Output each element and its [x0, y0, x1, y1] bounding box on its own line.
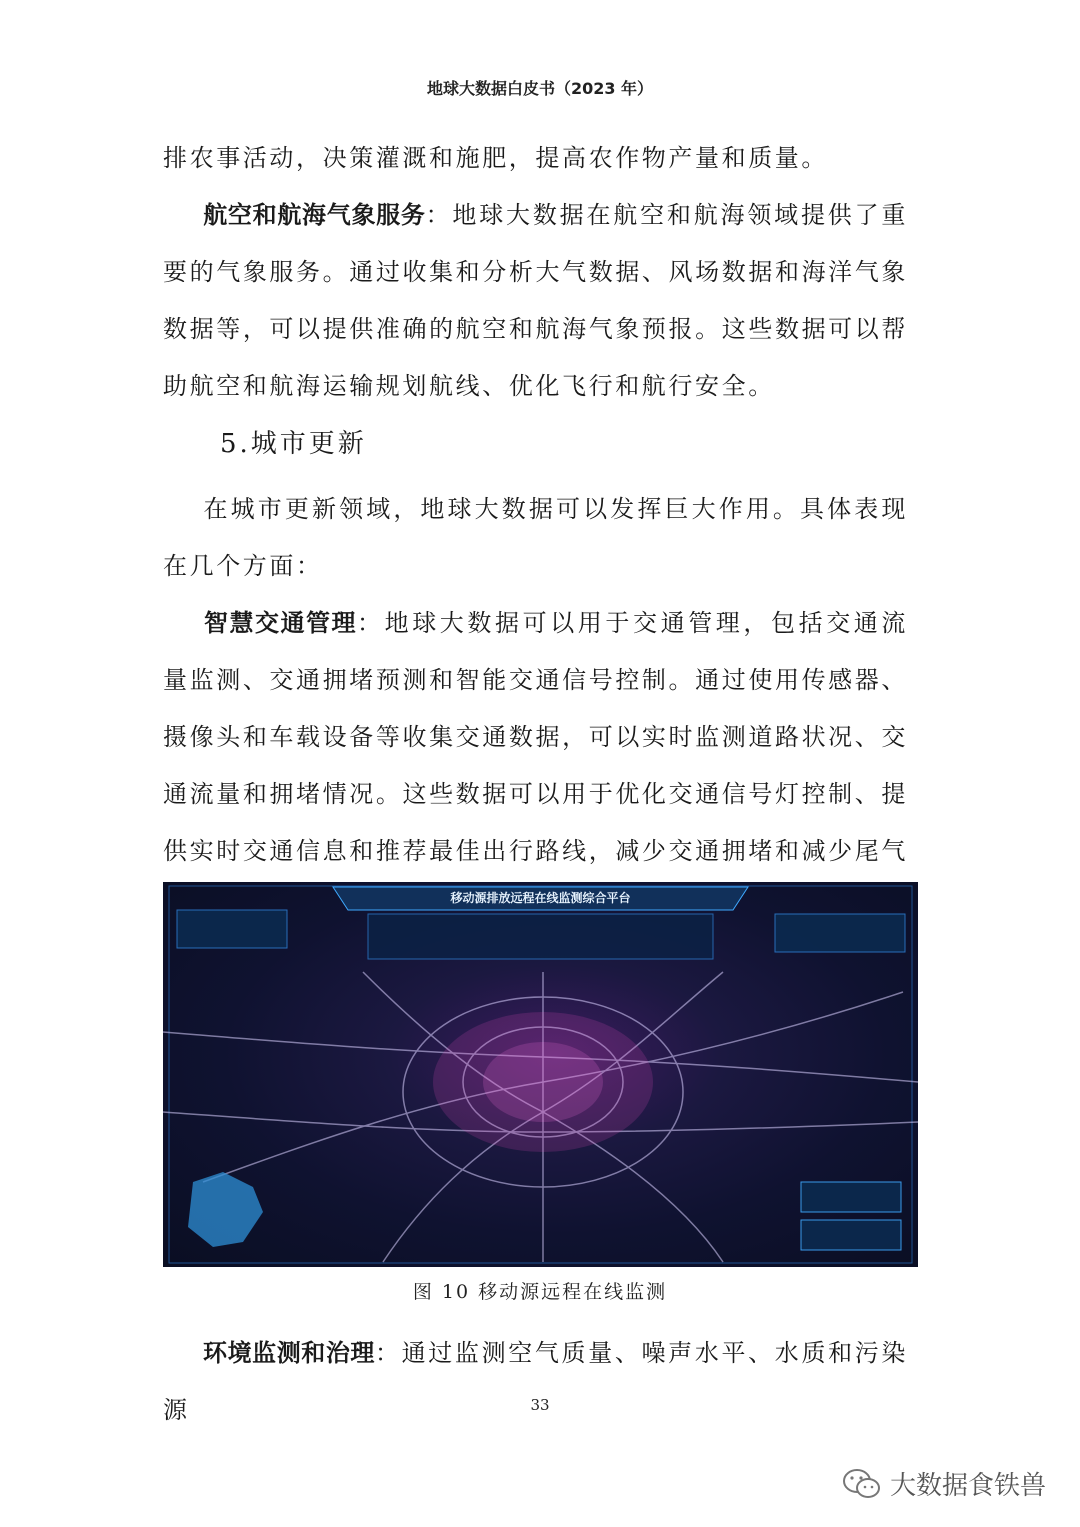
paragraph-1	[163, 130, 908, 187]
paragraph-5-text: ：通过监测空气质量、噪声水平、水质和污染源	[163, 1339, 909, 1424]
paragraph-2-text: ：地球大数据在航空和航海领域提供了重要的气象服务。通过收集和分析大气数据、风场数据和海洋气象数据等，可以提供准确的航空和航海气象预报。这些数据可以帮助航空和航海运输规划航线、优化飞行和航行安全。	[163, 201, 908, 400]
watermark	[842, 1465, 1046, 1502]
wechat-icon	[842, 1467, 882, 1501]
figure-caption: 图 10 移动源远程在线监测	[412, 1281, 668, 1303]
paragraph-5-heading: 环境监测和治理	[203, 1339, 375, 1367]
page-number: 33	[530, 1396, 550, 1414]
figure-title: 移动源排放远程在线监测综合平台	[450, 891, 631, 905]
section-title: 5.城市更新	[220, 429, 367, 459]
paragraph-5	[163, 1325, 908, 1439]
paragraph-4-text: ：地球大数据可以用于交通管理，包括交通流量监测、交通拥堵预测和智能交通信号控制。通过使用传感器、摄像头和车载设备等收集交通数据，可以实时监测道路状况、交通流量和拥堵情况。这些数据可以用于优化交通信号灯控制、提供实时交通信息和推荐最佳出行路线，减少交通拥堵和减少尾气	[163, 609, 908, 865]
paragraph-2-heading: 航空和航海气象服务	[203, 201, 426, 229]
running-header: 地球大数据白皮书（2023 年）	[426, 79, 654, 98]
paragraph-4-heading: 智慧交通管理	[203, 609, 357, 637]
paragraph-3-text: 在城市更新领域，地球大数据可以发挥巨大作用。具体表现在几个方面：	[163, 495, 908, 580]
paragraph-2	[163, 187, 908, 415]
paragraph-1-text: 排农事活动，决策灌溉和施肥，提高农作物产量和质量。	[163, 144, 828, 172]
figure-map-graphic	[163, 882, 918, 1267]
figure-monitoring-platform	[163, 882, 918, 1267]
watermark-text: 大数据食铁兽	[889, 1471, 1046, 1501]
paragraph-3	[163, 481, 908, 595]
